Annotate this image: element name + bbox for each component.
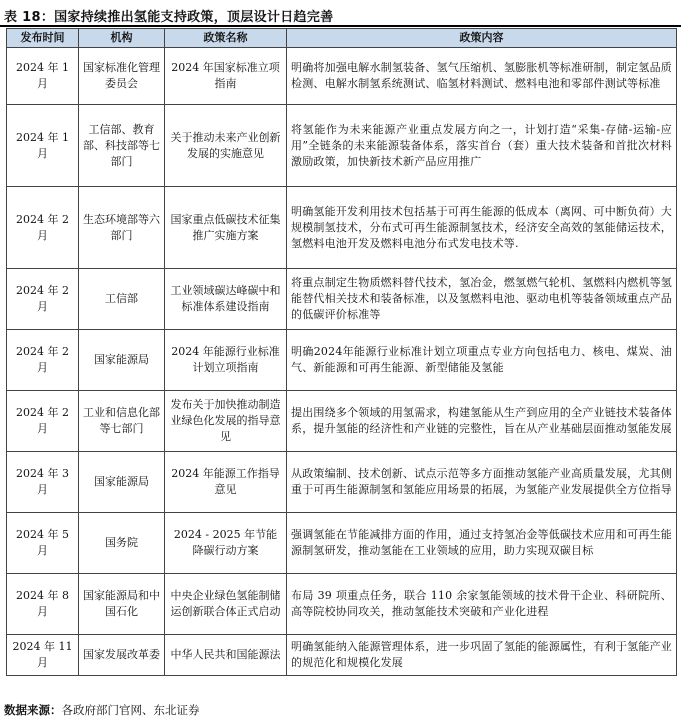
cell-policy-content: 布局 39 项重点任务，联合 110 余家氢能领域的技术骨干企业、科研院所、高等院校协同攻关，推动氢能技术突破和产业化进程 [287, 574, 677, 635]
table-row [7, 452, 677, 513]
header-org: 机构 [79, 29, 165, 48]
table-row [7, 635, 677, 676]
cell-date: 2024 年 11 月 [7, 635, 79, 676]
cell-policy-name: 发布关于加快推动制造业绿色化发展的指导意见 [165, 391, 287, 452]
cell-org: 国家能源局和中国石化 [79, 574, 165, 635]
cell-org: 国家能源局 [79, 330, 165, 391]
cell-date: 2024 年 2 月 [7, 187, 79, 269]
cell-policy-content: 提出围绕多个领域的用氢需求，构建氢能从生产到应用的全产业链技术装备体系，提升氢能的经济性和产业链的完整性，旨在从产业基础层面推动氢能发展 [287, 391, 677, 452]
cell-policy-name: 2024 年能源行业标准计划立项指南 [165, 330, 287, 391]
table-row [7, 330, 677, 391]
cell-policy-name: 关于推动未来产业创新发展的实施意见 [165, 105, 287, 187]
cell-org: 国务院 [79, 513, 165, 574]
cell-org: 工信部、教育部、科技部等七部门 [79, 105, 165, 187]
cell-org: 生态环境部等六部门 [79, 187, 165, 269]
source-label: 数据来源： [4, 703, 62, 717]
cell-date: 2024 年 5 月 [7, 513, 79, 574]
cell-policy-content: 将重点制定生物质燃料替代技术，氢冶金，燃氢燃气轮机、氢燃料内燃机等氢能替代相关技术和装备标准，以及氢燃料电池、驱动电机等装备领域重点产品的低碳评价标准等 [287, 269, 677, 330]
cell-org: 国家发展改革委 [79, 635, 165, 676]
cell-policy-content: 从政策编制、技术创新、试点示范等多方面推动氢能产业高质量发展，尤其侧重于可再生能源制氢和氢能应用场景的拓展，为氢能产业发展提供全方位指导 [287, 452, 677, 513]
cell-policy-name: 中华人民共和国能源法 [165, 635, 287, 676]
cell-policy-name: 中央企业绿色氢能制储运创新联合体正式启动 [165, 574, 287, 635]
table-row [7, 391, 677, 452]
header-policy-content: 政策内容 [287, 29, 677, 48]
cell-date: 2024 年 3 月 [7, 452, 79, 513]
cell-policy-name: 2024 - 2025 年节能降碳行动方案 [165, 513, 287, 574]
cell-org: 国家能源局 [79, 452, 165, 513]
cell-org: 工业和信息化部等七部门 [79, 391, 165, 452]
table-row [7, 574, 677, 635]
cell-date: 2024 年 2 月 [7, 269, 79, 330]
cell-date: 2024 年 1 月 [7, 48, 79, 105]
cell-date: 2024 年 2 月 [7, 330, 79, 391]
cell-policy-name: 2024 年能源工作指导意见 [165, 452, 287, 513]
cell-date: 2024 年 8 月 [7, 574, 79, 635]
header-date: 发布时间 [7, 29, 79, 48]
cell-date: 2024 年 1 月 [7, 105, 79, 187]
table-row [7, 48, 677, 105]
cell-policy-name: 国家重点低碳技术征集推广实施方案 [165, 187, 287, 269]
table-caption: 表 18：国家持续推出氢能支持政策，顶层设计日趋完善 [4, 10, 334, 25]
cell-policy-content: 将氢能作为未来能源产业重点发展方向之一，计划打造“采集-存储-运输-应用”全链条的未来能源装备体系，落实首台（套）重大技术装备和首批次材料激励政策，加快新技术新产品应用推广 [287, 105, 677, 187]
header-row [7, 29, 677, 48]
source-footer [4, 702, 200, 718]
cell-date: 2024 年 2 月 [7, 391, 79, 452]
source-text: 各政府部门官网、东北证券 [61, 703, 200, 717]
cell-policy-content: 明确氢能纳入能源管理体系，进一步巩固了氢能的能源属性，有利于氢能产业的规范化和规模化发展 [287, 635, 677, 676]
table-row [7, 105, 677, 187]
caption-rule [0, 25, 681, 27]
table-row [7, 269, 677, 330]
table-row [7, 187, 677, 269]
cell-policy-name: 工业领域碳达峰碳中和标准体系建设指南 [165, 269, 287, 330]
cell-org: 国家标准化管理委员会 [79, 48, 165, 105]
table-row [7, 513, 677, 574]
policy-table [6, 28, 677, 676]
cell-policy-content: 明确将加强电解水制氢装备、氢气压缩机、氢膨胀机等标准研制，制定氢品质检测、电解水制氢系统测试、临氢材料测试、燃料电池和零部件测试等标准 [287, 48, 677, 105]
cell-policy-name: 2024 年国家标准立项指南 [165, 48, 287, 105]
cell-policy-content: 明确2024年能源行业标准计划立项重点专业方向包括电力、核电、煤炭、油气、新能源和可再生能源、新型储能及氢能 [287, 330, 677, 391]
header-policy-name: 政策名称 [165, 29, 287, 48]
cell-policy-content: 明确氢能开发利用技术包括基于可再生能源的低成本（离网、可中断负荷）大规模制氢技术，分布式可再生能源制氢技术，经济安全高效的氢能储运技术，氢燃料电池开发及燃料电池分布式发电技术等. [287, 187, 677, 269]
cell-policy-content: 强调氢能在节能减排方面的作用，通过支持氢冶金等低碳技术应用和可再生能源制氢研发，推动氢能在工业领域的应用，助力实现双碳目标 [287, 513, 677, 574]
cell-org: 工信部 [79, 269, 165, 330]
